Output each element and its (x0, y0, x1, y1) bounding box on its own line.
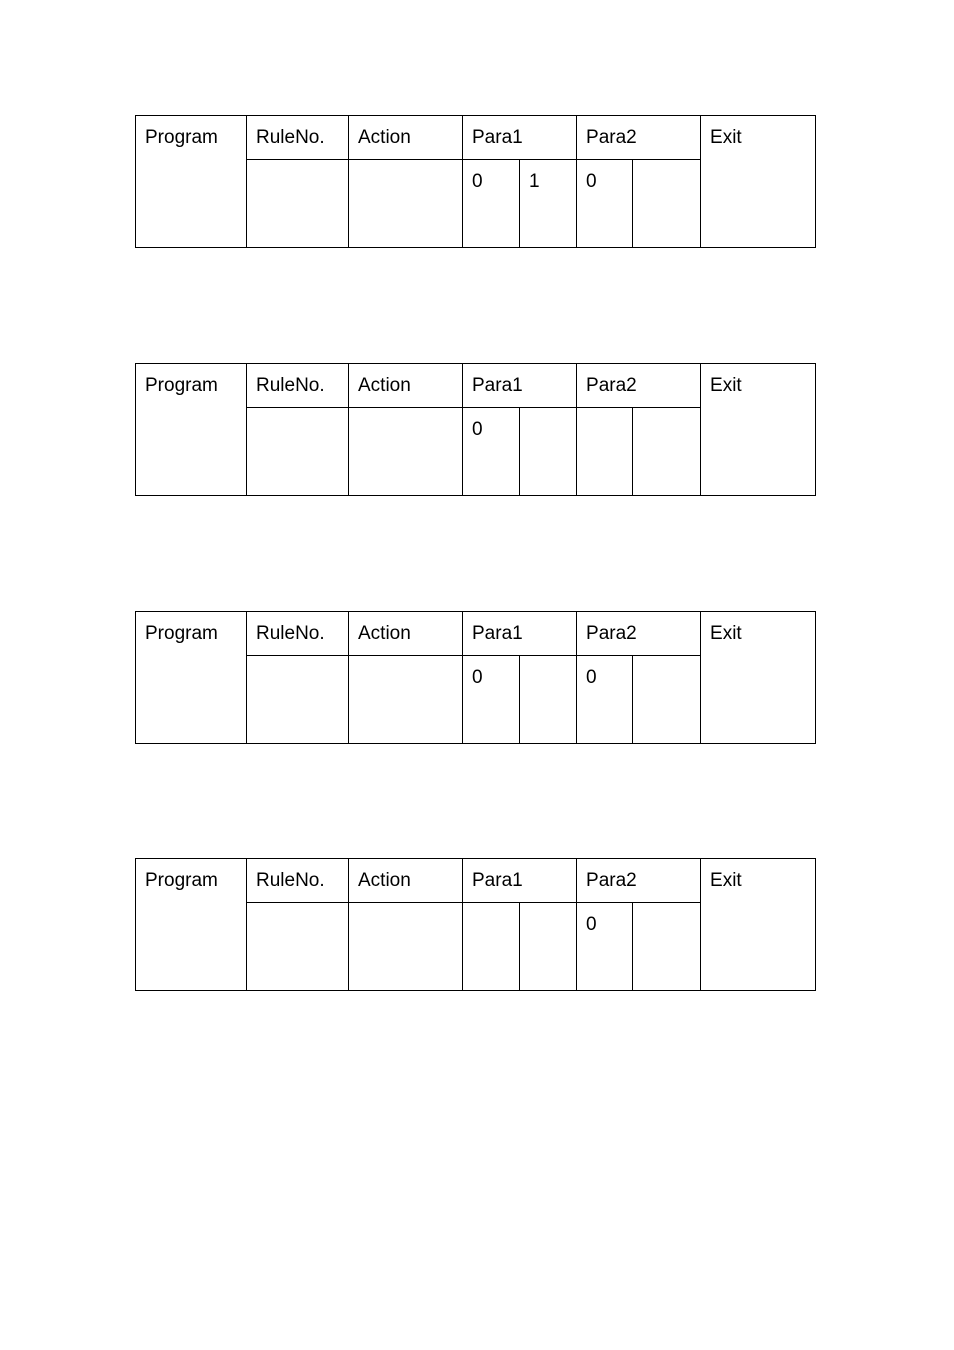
rule-table-4 (135, 858, 816, 991)
exit-header: Exit (710, 623, 742, 644)
para2-header-cell (577, 859, 701, 903)
rule-no-header-cell (247, 859, 349, 903)
para1-b-value-cell (520, 408, 577, 496)
rule-no-value-cell (247, 656, 349, 744)
para1-a-value: 0 (472, 419, 483, 440)
para1-b-value-cell (520, 903, 577, 991)
rule-table-3 (135, 611, 816, 744)
program-header: Program (145, 870, 218, 891)
para1-a-value: 0 (472, 171, 483, 192)
rule-no-header: RuleNo. (256, 623, 325, 644)
para2-header-cell (577, 612, 701, 656)
exit-header-cell (701, 612, 816, 744)
action-header: Action (358, 870, 411, 891)
para2-a-value: 0 (586, 914, 597, 935)
action-header-cell (349, 116, 463, 160)
rule-no-header-cell (247, 612, 349, 656)
action-header: Action (358, 127, 411, 148)
para2-a-value: 0 (586, 171, 597, 192)
para1-b-value (520, 656, 576, 668)
program-header-cell (136, 116, 247, 248)
program-header-cell (136, 859, 247, 991)
action-value-cell (349, 903, 463, 991)
action-header: Action (358, 375, 411, 396)
program-header: Program (145, 127, 218, 148)
para2-b-value (633, 408, 700, 420)
rule-no-value-cell (247, 160, 349, 248)
para1-a-value (463, 903, 519, 915)
exit-header: Exit (710, 375, 742, 396)
para1-header: Para1 (472, 127, 523, 148)
action-header-cell (349, 859, 463, 903)
para1-b-value (520, 903, 576, 915)
para2-header: Para2 (586, 127, 637, 148)
para2-header: Para2 (586, 375, 637, 396)
para1-header-cell (463, 364, 577, 408)
exit-header-cell (701, 116, 816, 248)
action-value-cell (349, 160, 463, 248)
rule-no-header: RuleNo. (256, 870, 325, 891)
para2-b-value (633, 903, 700, 915)
para1-b-value: 1 (529, 171, 540, 192)
para1-b-value-cell (520, 160, 577, 248)
para2-a-value: 0 (586, 667, 597, 688)
para2-b-value-cell (633, 903, 701, 991)
exit-header-cell (701, 859, 816, 991)
para1-header-cell (463, 116, 577, 160)
exit-header: Exit (710, 127, 742, 148)
para2-a-value-cell (577, 903, 633, 991)
para2-header-cell (577, 364, 701, 408)
para1-header: Para1 (472, 375, 523, 396)
para1-b-value-cell (520, 656, 577, 744)
para2-header: Para2 (586, 623, 637, 644)
rule-table-2 (135, 363, 816, 496)
rule-no-header: RuleNo. (256, 127, 325, 148)
para1-a-value-cell (463, 408, 520, 496)
program-header: Program (145, 623, 218, 644)
action-value-cell (349, 656, 463, 744)
para1-a-value-cell (463, 160, 520, 248)
exit-header-cell (701, 364, 816, 496)
para1-header: Para1 (472, 623, 523, 644)
rule-no-header: RuleNo. (256, 375, 325, 396)
para2-a-value-cell (577, 408, 633, 496)
para2-a-value-cell (577, 160, 633, 248)
rule-no-header-cell (247, 116, 349, 160)
program-header-cell (136, 364, 247, 496)
program-header: Program (145, 375, 218, 396)
para1-a-value: 0 (472, 667, 483, 688)
para1-a-value-cell (463, 903, 520, 991)
para1-b-value (520, 408, 576, 420)
para1-header-cell (463, 859, 577, 903)
rule-no-value-cell (247, 408, 349, 496)
rule-table-1 (135, 115, 816, 248)
program-header-cell (136, 612, 247, 744)
exit-header: Exit (710, 870, 742, 891)
para2-b-value-cell (633, 656, 701, 744)
para2-b-value (633, 160, 700, 172)
para1-header: Para1 (472, 870, 523, 891)
rule-no-header-cell (247, 364, 349, 408)
para2-a-value (577, 408, 632, 420)
para2-b-value-cell (633, 408, 701, 496)
action-header-cell (349, 612, 463, 656)
action-value-cell (349, 408, 463, 496)
para2-header: Para2 (586, 870, 637, 891)
para1-header-cell (463, 612, 577, 656)
para1-a-value-cell (463, 656, 520, 744)
para2-a-value-cell (577, 656, 633, 744)
action-header: Action (358, 623, 411, 644)
para2-header-cell (577, 116, 701, 160)
para2-b-value (633, 656, 700, 668)
action-header-cell (349, 364, 463, 408)
rule-no-value-cell (247, 903, 349, 991)
para2-b-value-cell (633, 160, 701, 248)
